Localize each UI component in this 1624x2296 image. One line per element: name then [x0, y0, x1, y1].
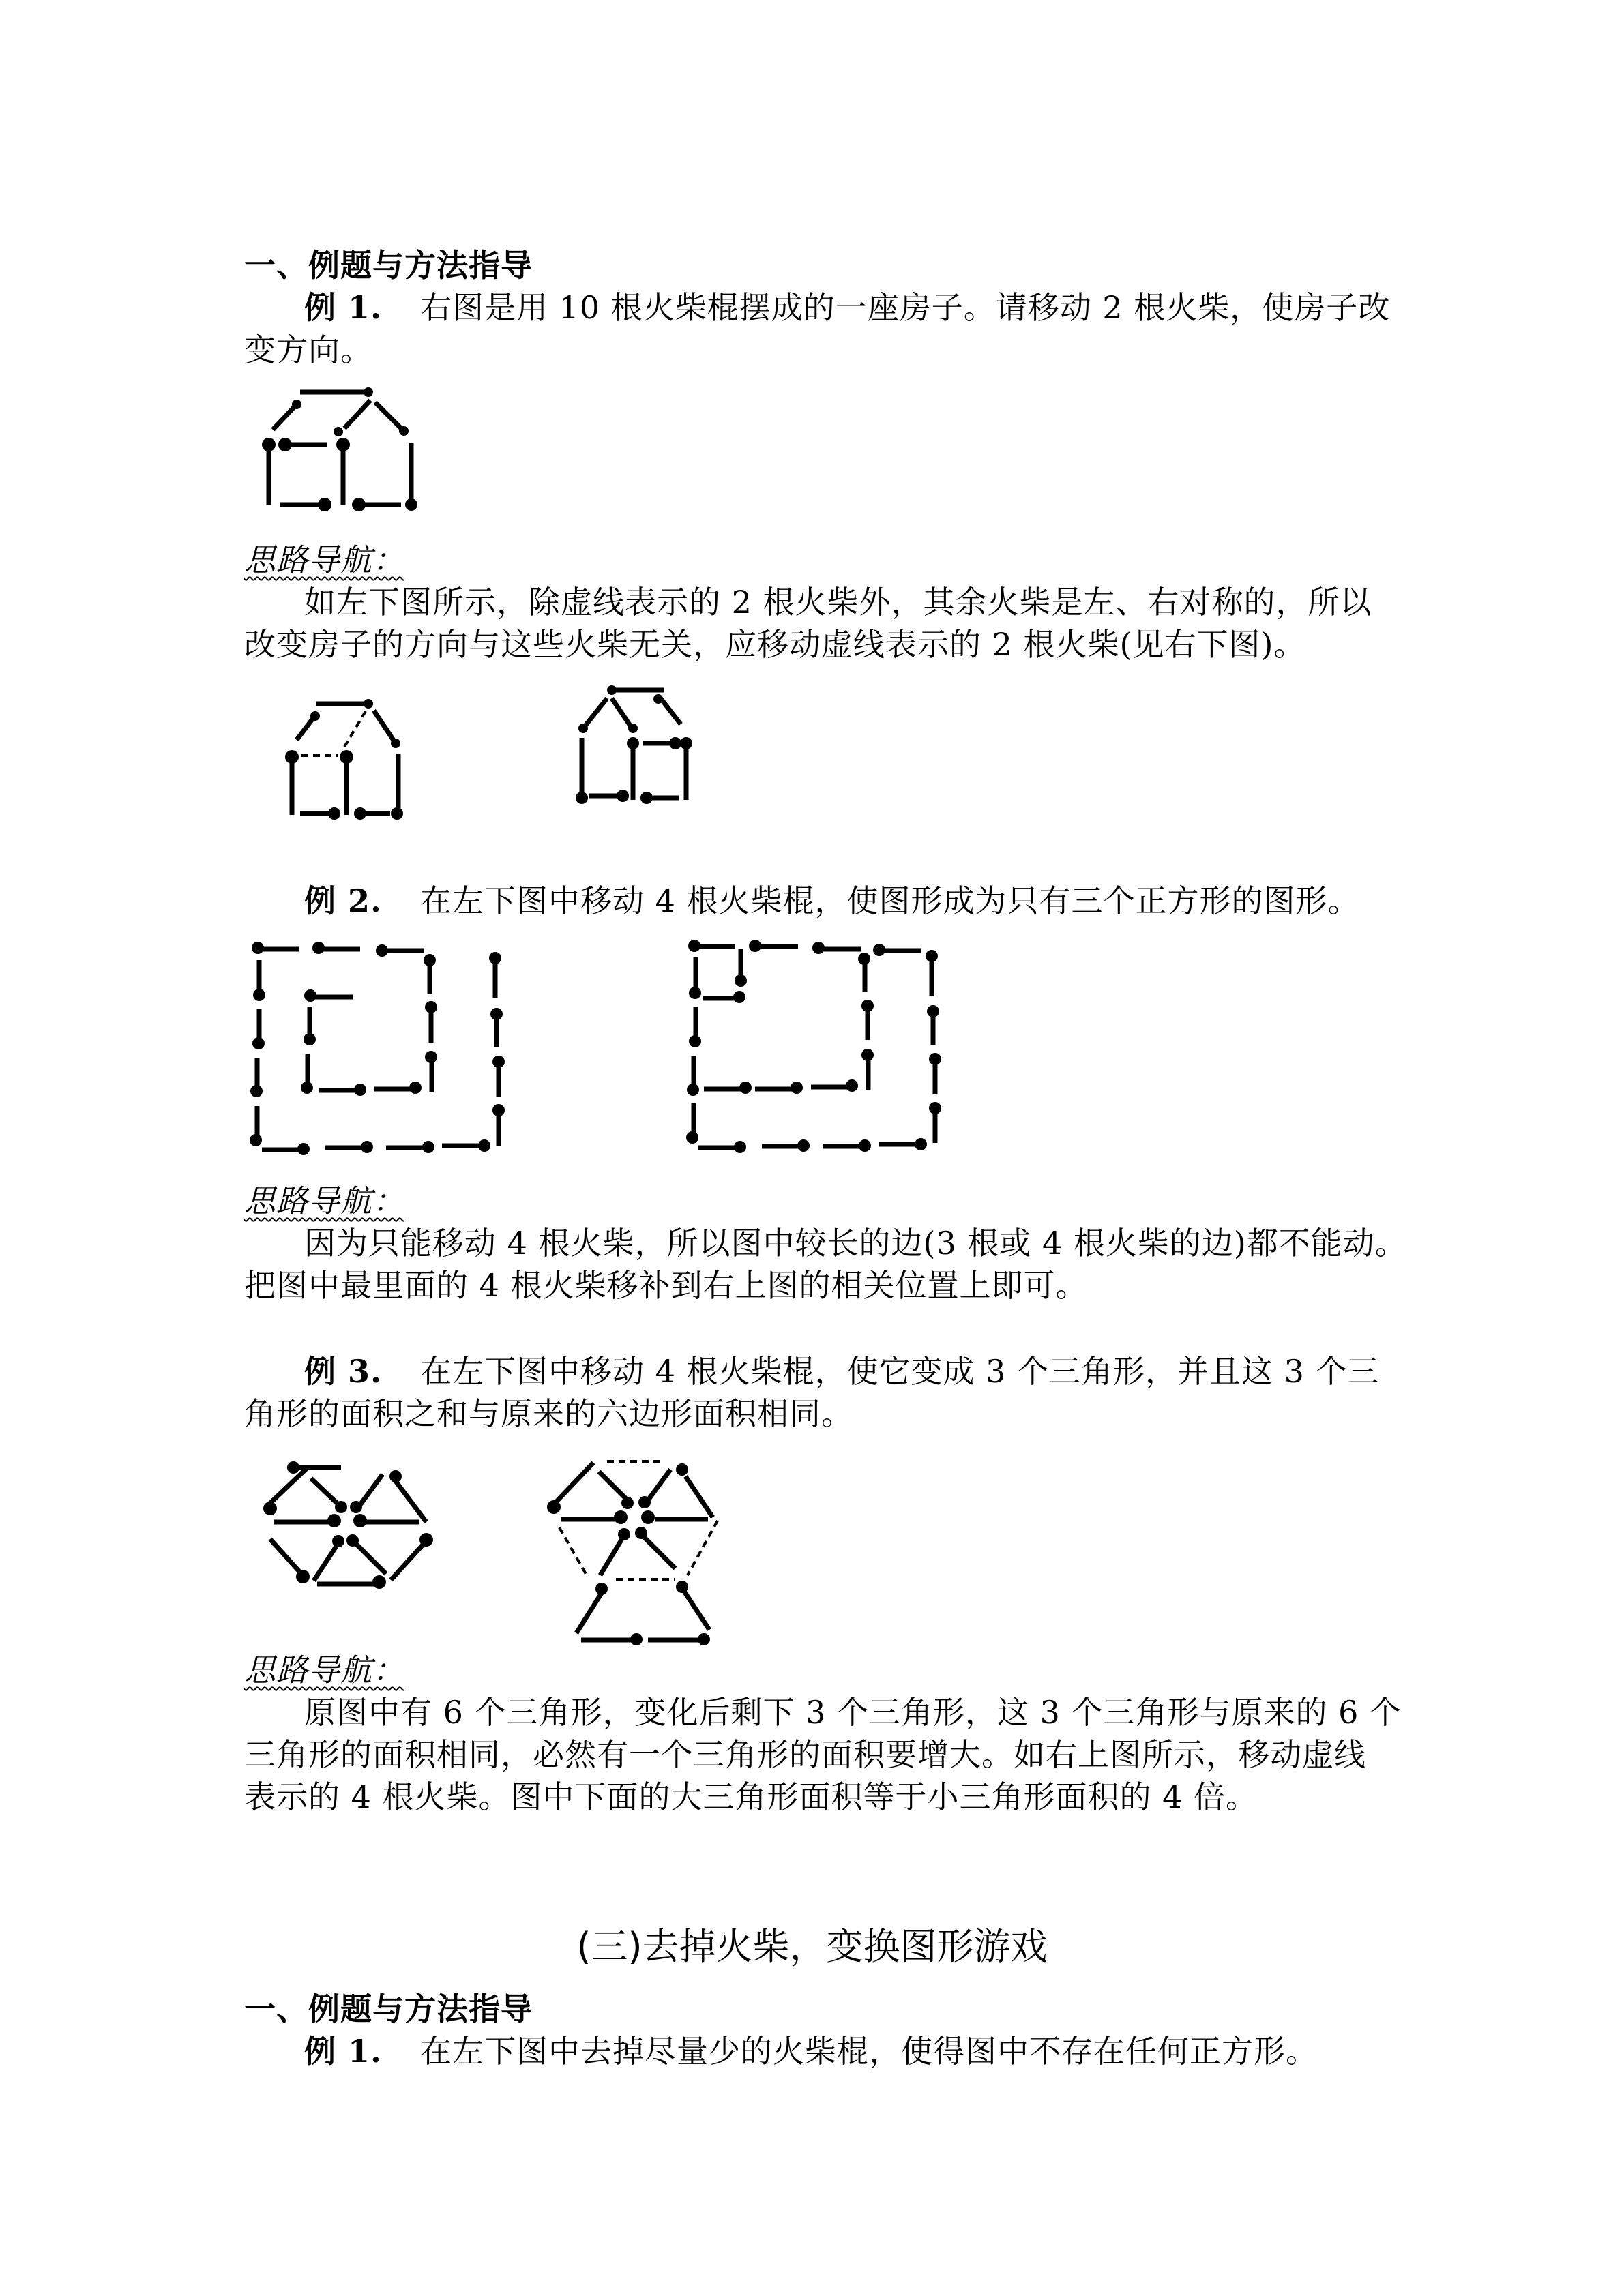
nav-label: 思路导航： — [244, 1652, 404, 1688]
nav-label: 思路导航： — [244, 1182, 404, 1219]
house-dashed-figure — [273, 689, 437, 818]
section-heading: 一、例题与方法指导 — [244, 247, 533, 284]
section-title: (三)去掉火柴，变换图形游戏 — [576, 1925, 1048, 1968]
hexagon-figure — [259, 1459, 450, 1602]
example-label: 例 1. — [304, 2033, 383, 2070]
nav-1-line-2: 改变房子的方向与这些火柴无关，应移动虚线表示的 2 根火柴(见右下图)。 — [244, 626, 1306, 663]
example-3-line-2: 角形的面积之和与原来的六边形面积相同。 — [244, 1395, 853, 1432]
nav-3-line-2: 三角形的面积相同，必然有一个三角形的面积要增大。如右上图所示，移动虚线 — [244, 1736, 1366, 1773]
example-text: 在左下图中移动 4 根火柴棍，使它变成 3 个三角形，并且这 3 个三 — [420, 1353, 1380, 1390]
example-text: 右图是用 10 根火柴棍摆成的一座房子。请移动 2 根火柴，使房子改 — [420, 289, 1391, 326]
section-heading: 一、例题与方法指导 — [244, 1991, 533, 2027]
example-3-line-1 — [304, 1350, 1380, 1392]
example-label: 例 2. — [304, 882, 383, 919]
nav-label: 思路导航： — [244, 541, 404, 578]
example-label: 例 3. — [304, 1353, 383, 1390]
nav-2-line-1: 因为只能移动 4 根火柴，所以图中较长的边(3 根或 4 根火柴的边)都不能动。 — [304, 1225, 1407, 1262]
nested-squares-figure — [239, 934, 525, 1166]
nav-3-line-3: 表示的 4 根火柴。图中下面的大三角形面积等于小三角形面积的 4 倍。 — [244, 1778, 1258, 1815]
house-reversed-figure — [546, 682, 723, 811]
hexagon-solution-figure — [539, 1432, 730, 1650]
nav-2-line-2: 把图中最里面的 4 根火柴移补到右上图的相关位置上即可。 — [244, 1267, 1088, 1304]
part3-example-1-line-1 — [304, 2030, 1318, 2072]
example-text: 在左下图中去掉尽量少的火柴棍，使得图中不存在任何正方形。 — [420, 2033, 1318, 2070]
three-squares-figure — [675, 934, 962, 1166]
example-1-line-1 — [304, 286, 1390, 329]
house-figure — [246, 382, 409, 518]
example-2-line-1 — [304, 880, 1360, 922]
nav-3-line-1: 原图中有 6 个三角形，变化后剩下 3 个三角形，这 3 个三角形与原来的 6 个 — [304, 1694, 1402, 1731]
example-label: 例 1. — [304, 289, 383, 326]
example-1-line-2: 变方向。 — [244, 331, 372, 368]
example-text: 在左下图中移动 4 根火柴棍，使图形成为只有三个正方形的图形。 — [420, 882, 1360, 919]
nav-1-line-1: 如左下图所示，除虚线表示的 2 根火柴外，其余火柴是左、右对称的，所以 — [304, 584, 1372, 621]
